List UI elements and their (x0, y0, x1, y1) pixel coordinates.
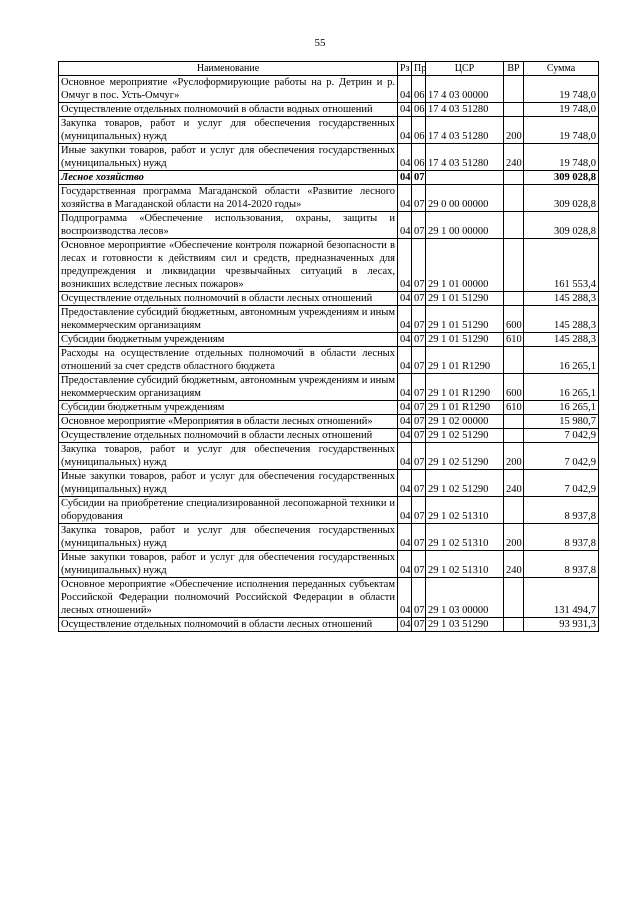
row-sum: 309 028,8 (524, 212, 599, 239)
row-csr: 29 1 02 51310 (426, 524, 504, 551)
row-name: Субсидии бюджетным учреждениям (59, 401, 398, 415)
row-rz: 04 (398, 551, 412, 578)
row-rz: 04 (398, 401, 412, 415)
table-row (59, 103, 599, 117)
row-csr: 29 1 01 R1290 (426, 347, 504, 374)
row-name: Основное мероприятие «Обеспечение исполнения переданных субъектам Российской Федерации полномочий Российской Федерации в области лесных отношений» (59, 578, 398, 618)
row-sum: 7 042,9 (524, 443, 599, 470)
row-csr: 29 1 02 51290 (426, 470, 504, 497)
row-rz: 04 (398, 618, 412, 632)
row-pr: 07 (412, 618, 426, 632)
header-vr: ВР (504, 62, 524, 76)
row-pr: 07 (412, 551, 426, 578)
row-pr: 07 (412, 443, 426, 470)
row-pr: 06 (412, 117, 426, 144)
row-vr (504, 212, 524, 239)
row-pr: 06 (412, 103, 426, 117)
row-sum: 7 042,9 (524, 429, 599, 443)
row-pr: 07 (412, 185, 426, 212)
table-row (59, 415, 599, 429)
row-pr: 07 (412, 497, 426, 524)
row-vr (504, 103, 524, 117)
row-csr: 29 1 01 R1290 (426, 374, 504, 401)
row-csr (426, 171, 504, 185)
row-vr: 600 (504, 306, 524, 333)
row-sum: 8 937,8 (524, 524, 599, 551)
table-row (59, 185, 599, 212)
table-row (59, 443, 599, 470)
row-vr (504, 185, 524, 212)
row-name: Осуществление отдельных полномочий в области лесных отношений (59, 618, 398, 632)
header-sum: Сумма (524, 62, 599, 76)
row-sum: 16 265,1 (524, 347, 599, 374)
row-csr: 17 4 03 51280 (426, 103, 504, 117)
row-pr: 07 (412, 292, 426, 306)
row-pr: 07 (412, 171, 426, 185)
row-name: Предоставление субсидий бюджетным, автономным учреждениям и иным некоммерческим организациям (59, 374, 398, 401)
row-csr: 17 4 03 00000 (426, 76, 504, 103)
row-vr: 240 (504, 470, 524, 497)
table-row (59, 212, 599, 239)
row-vr (504, 292, 524, 306)
row-csr: 29 1 01 R1290 (426, 401, 504, 415)
row-sum: 16 265,1 (524, 374, 599, 401)
row-sum: 145 288,3 (524, 306, 599, 333)
row-vr (504, 171, 524, 185)
row-rz: 04 (398, 212, 412, 239)
row-name: Иные закупки товаров, работ и услуг для обеспечения государственных (муниципальных) нужд (59, 551, 398, 578)
header-rz: Рз (398, 62, 412, 76)
row-sum: 145 288,3 (524, 333, 599, 347)
row-rz: 04 (398, 347, 412, 374)
row-sum: 8 937,8 (524, 497, 599, 524)
row-vr (504, 415, 524, 429)
row-csr: 29 1 02 51290 (426, 429, 504, 443)
row-rz: 04 (398, 415, 412, 429)
row-name: Субсидии на приобретение специализированной лесопожарной техники и оборудования (59, 497, 398, 524)
row-pr: 07 (412, 212, 426, 239)
row-sum: 19 748,0 (524, 117, 599, 144)
table-row (59, 578, 599, 618)
row-rz: 04 (398, 185, 412, 212)
row-pr: 06 (412, 76, 426, 103)
budget-table (58, 61, 599, 632)
row-sum: 19 748,0 (524, 103, 599, 117)
row-pr: 07 (412, 347, 426, 374)
row-pr: 07 (412, 306, 426, 333)
row-vr (504, 76, 524, 103)
row-name: Закупка товаров, работ и услуг для обеспечения государственных (муниципальных) нужд (59, 443, 398, 470)
row-pr: 07 (412, 415, 426, 429)
row-csr: 29 1 02 51310 (426, 551, 504, 578)
table-row (59, 374, 599, 401)
row-name: Закупка товаров, работ и услуг для обеспечения государственных (муниципальных) нужд (59, 117, 398, 144)
table-row (59, 239, 599, 292)
row-rz: 04 (398, 103, 412, 117)
table-header-row (59, 62, 599, 76)
table-row (59, 524, 599, 551)
table-row (59, 470, 599, 497)
table-row (59, 333, 599, 347)
row-sum: 309 028,8 (524, 185, 599, 212)
row-name: Расходы на осуществление отдельных полномочий в области лесных отношений за счет средств областного бюджета (59, 347, 398, 374)
row-csr: 29 1 02 51290 (426, 443, 504, 470)
row-vr: 600 (504, 374, 524, 401)
row-sum: 19 748,0 (524, 76, 599, 103)
row-name: Основное мероприятие «Мероприятия в области лесных отношений» (59, 415, 398, 429)
row-pr: 07 (412, 524, 426, 551)
row-rz: 04 (398, 171, 412, 185)
row-name: Основное мероприятие «Руслоформирующие работы на р. Детрин и р. Омчуг в пос. Усть-Омчуг» (59, 76, 398, 103)
row-csr: 29 1 03 51290 (426, 618, 504, 632)
row-rz: 04 (398, 374, 412, 401)
row-vr (504, 347, 524, 374)
row-rz: 04 (398, 429, 412, 443)
row-rz: 04 (398, 443, 412, 470)
row-name: Подпрограмма «Обеспечение использования, охраны, защиты и воспроизводства лесов» (59, 212, 398, 239)
row-name: Основное мероприятие «Обеспечение контроля пожарной безопасности в лесах и готовности к действиям сил и средств, предназначенных для предупреждения и ликвидации чрезвычайных ситуаций в лесах, возникших вследствие лесных пожаров» (59, 239, 398, 292)
row-name: Осуществление отдельных полномочий в области водных отношений (59, 103, 398, 117)
row-rz: 04 (398, 497, 412, 524)
header-name: Наименование (59, 62, 398, 76)
page-number: 55 (314, 37, 326, 49)
row-pr: 07 (412, 401, 426, 415)
row-pr: 06 (412, 144, 426, 171)
row-rz: 04 (398, 76, 412, 103)
row-name: Лесное хозяйство (59, 171, 398, 185)
row-name: Предоставление субсидий бюджетным, автономным учреждениям и иным некоммерческим организациям (59, 306, 398, 333)
row-sum: 19 748,0 (524, 144, 599, 171)
row-rz: 04 (398, 292, 412, 306)
table-row (59, 117, 599, 144)
row-csr: 17 4 03 51280 (426, 144, 504, 171)
row-csr: 29 1 00 00000 (426, 212, 504, 239)
table-row (59, 347, 599, 374)
table-row (59, 618, 599, 632)
row-pr: 07 (412, 429, 426, 443)
row-vr (504, 497, 524, 524)
table-row (59, 171, 599, 185)
row-rz: 04 (398, 524, 412, 551)
row-csr: 29 1 01 00000 (426, 239, 504, 292)
table-row (59, 292, 599, 306)
row-sum: 309 028,8 (524, 171, 599, 185)
table-row (59, 306, 599, 333)
row-pr: 07 (412, 333, 426, 347)
row-sum: 93 931,3 (524, 618, 599, 632)
row-name: Осуществление отдельных полномочий в области лесных отношений (59, 429, 398, 443)
table-row (59, 429, 599, 443)
row-vr (504, 239, 524, 292)
row-name: Осуществление отдельных полномочий в области лесных отношений (59, 292, 398, 306)
row-rz: 04 (398, 470, 412, 497)
row-vr: 200 (504, 117, 524, 144)
row-pr: 07 (412, 239, 426, 292)
row-csr: 29 0 00 00000 (426, 185, 504, 212)
row-sum: 7 042,9 (524, 470, 599, 497)
row-name: Закупка товаров, работ и услуг для обеспечения государственных (муниципальных) нужд (59, 524, 398, 551)
row-vr (504, 618, 524, 632)
row-vr: 610 (504, 333, 524, 347)
row-csr: 29 1 03 00000 (426, 578, 504, 618)
row-sum: 161 553,4 (524, 239, 599, 292)
row-rz: 04 (398, 578, 412, 618)
row-pr: 07 (412, 578, 426, 618)
row-pr: 07 (412, 374, 426, 401)
row-sum: 145 288,3 (524, 292, 599, 306)
row-vr (504, 578, 524, 618)
header-pr: Пр (412, 62, 426, 76)
row-sum: 16 265,1 (524, 401, 599, 415)
table-row (59, 401, 599, 415)
row-vr: 200 (504, 524, 524, 551)
row-name: Субсидии бюджетным учреждениям (59, 333, 398, 347)
row-csr: 29 1 02 51310 (426, 497, 504, 524)
row-csr: 17 4 03 51280 (426, 117, 504, 144)
table-row (59, 144, 599, 171)
table-row (59, 551, 599, 578)
row-vr: 200 (504, 443, 524, 470)
row-csr: 29 1 01 51290 (426, 333, 504, 347)
row-pr: 07 (412, 470, 426, 497)
row-vr (504, 429, 524, 443)
row-rz: 04 (398, 144, 412, 171)
row-sum: 131 494,7 (524, 578, 599, 618)
row-name: Иные закупки товаров, работ и услуг для обеспечения государственных (муниципальных) нужд (59, 144, 398, 171)
row-rz: 04 (398, 333, 412, 347)
row-sum: 8 937,8 (524, 551, 599, 578)
row-vr: 240 (504, 551, 524, 578)
row-rz: 04 (398, 117, 412, 144)
table-row (59, 76, 599, 103)
row-csr: 29 1 01 51290 (426, 306, 504, 333)
row-name: Иные закупки товаров, работ и услуг для обеспечения государственных (муниципальных) нужд (59, 470, 398, 497)
row-csr: 29 1 02 00000 (426, 415, 504, 429)
table-row (59, 497, 599, 524)
row-vr: 610 (504, 401, 524, 415)
table-body (59, 76, 599, 632)
row-csr: 29 1 01 51290 (426, 292, 504, 306)
row-name: Государственная программа Магаданской области «Развитие лесного хозяйства в Магаданской области на 2014-2020 годы» (59, 185, 398, 212)
row-rz: 04 (398, 239, 412, 292)
header-csr: ЦСР (426, 62, 504, 76)
row-rz: 04 (398, 306, 412, 333)
row-vr: 240 (504, 144, 524, 171)
row-sum: 15 980,7 (524, 415, 599, 429)
